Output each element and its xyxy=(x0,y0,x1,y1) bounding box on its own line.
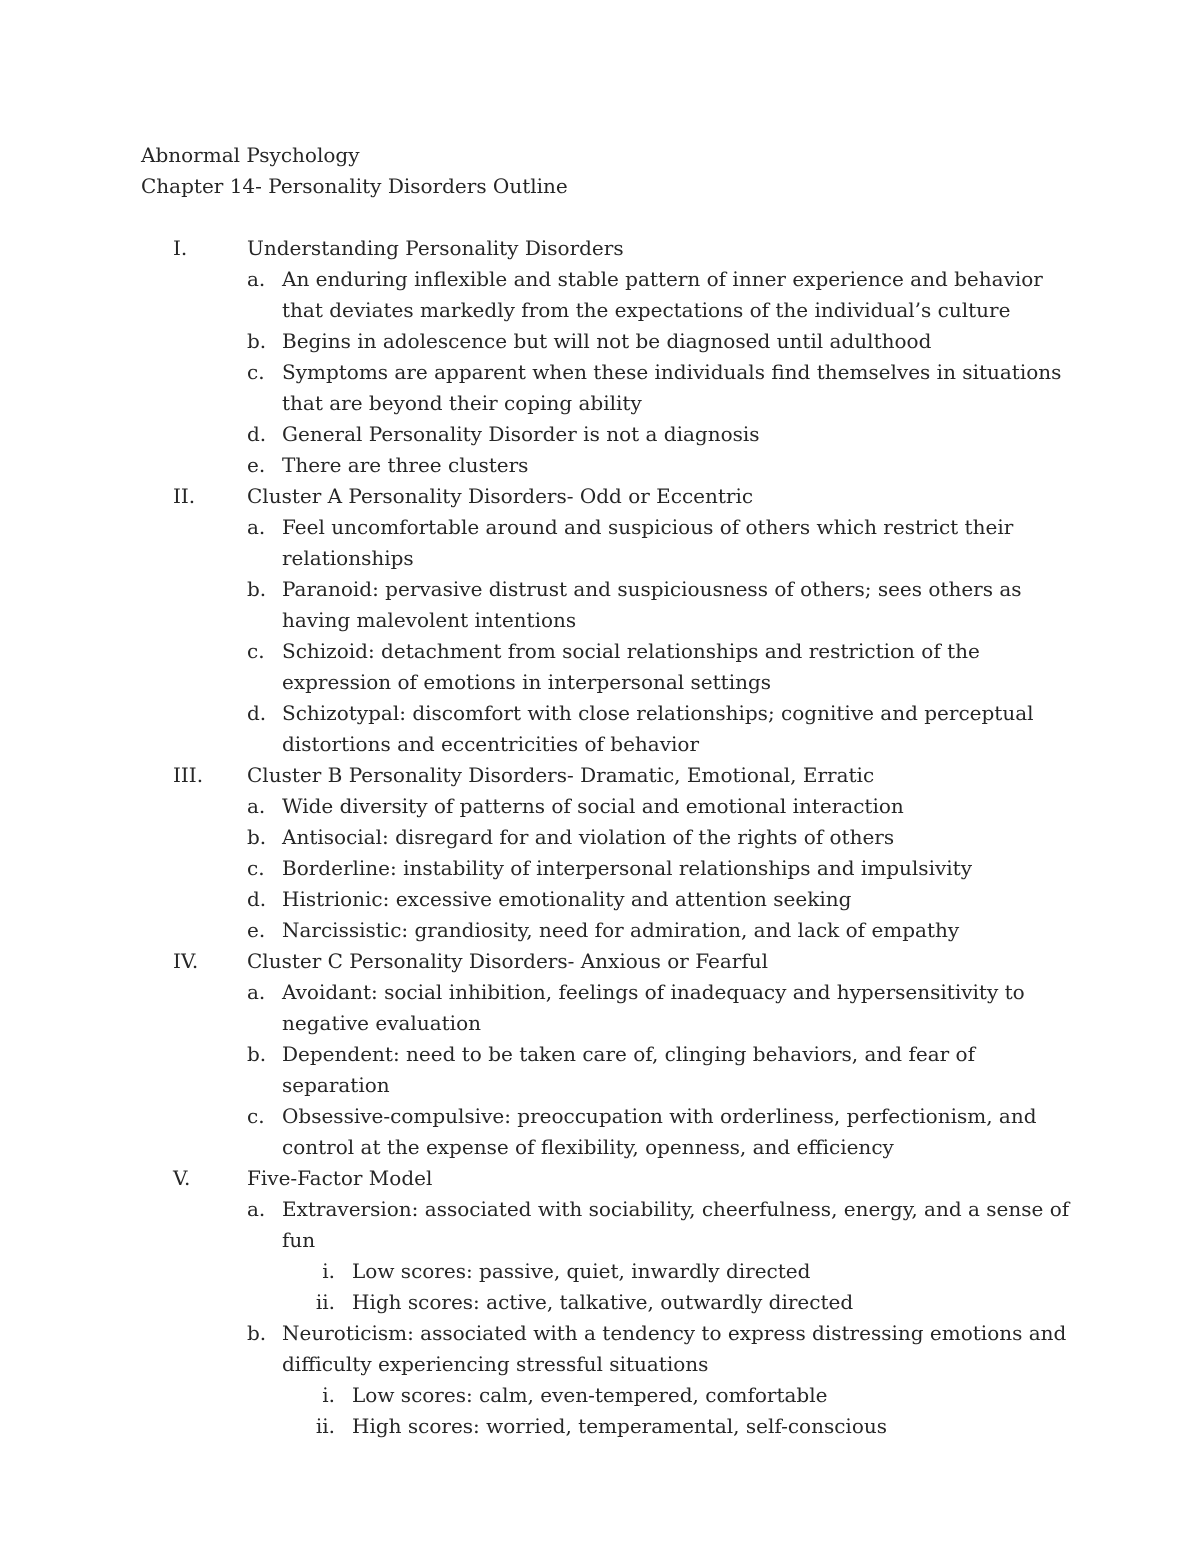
section-title: Five-Factor Model xyxy=(247,1166,433,1190)
outline-section xyxy=(0,233,1200,481)
item-text: Schizotypal: discomfort with close relationships; cognitive and perceptual distortions and eccentricities of behavior xyxy=(282,701,1034,756)
item-text: Schizoid: detachment from social relationships and restriction of the expression of emotions in interpersonal settings xyxy=(282,639,980,694)
item-text: Avoidant: social inhibition, feelings of inadequacy and hypersensitivity to negative evaluation xyxy=(282,980,1025,1035)
item-letter: b. xyxy=(247,329,267,353)
section-heading xyxy=(0,946,1200,977)
section-number: II. xyxy=(173,484,196,508)
item-letter: d. xyxy=(247,422,267,446)
item-letter: b. xyxy=(247,1321,267,1345)
list-item xyxy=(0,977,1200,1039)
sub-item-text: High scores: worried, temperamental, self-conscious xyxy=(352,1414,887,1438)
item-text: Antisocial: disregard for and violation of the rights of others xyxy=(282,825,895,849)
item-letter: c. xyxy=(247,1104,265,1128)
sub-item-numeral: ii. xyxy=(315,1290,335,1314)
list-item xyxy=(0,698,1200,760)
item-letter: b. xyxy=(247,577,267,601)
item-letter: d. xyxy=(247,701,267,725)
list-item xyxy=(0,791,1200,822)
section-heading xyxy=(0,760,1200,791)
outline-section xyxy=(0,946,1200,1163)
list-item xyxy=(0,1318,1200,1380)
item-letter: c. xyxy=(247,856,265,880)
item-letter: a. xyxy=(247,1197,266,1221)
item-text: Extraversion: associated with sociability, cheerfulness, energy, and a sense of fun xyxy=(282,1197,1070,1252)
section-heading xyxy=(0,481,1200,512)
document-header xyxy=(141,140,568,202)
list-item xyxy=(0,357,1200,419)
outline-list xyxy=(0,233,1200,1442)
outline-section xyxy=(0,1163,1200,1442)
item-letter: a. xyxy=(247,267,266,291)
section-number: IV. xyxy=(173,949,199,973)
sub-list-item xyxy=(0,1411,1200,1442)
list-item xyxy=(0,574,1200,636)
section-heading xyxy=(0,1163,1200,1194)
sub-list-item xyxy=(0,1256,1200,1287)
item-text: Wide diversity of patterns of social and emotional interaction xyxy=(282,794,904,818)
sub-item-numeral: ii. xyxy=(315,1414,335,1438)
item-letter: a. xyxy=(247,980,266,1004)
item-text: Feel uncomfortable around and suspicious of others which restrict their relationships xyxy=(282,515,1014,570)
list-item xyxy=(0,264,1200,326)
item-letter: e. xyxy=(247,918,266,942)
item-text: Begins in adolescence but will not be diagnosed until adulthood xyxy=(282,329,932,353)
list-item xyxy=(0,884,1200,915)
item-text: Histrionic: excessive emotionality and attention seeking xyxy=(282,887,852,911)
outline-section xyxy=(0,760,1200,946)
item-letter: b. xyxy=(247,1042,267,1066)
section-number: III. xyxy=(173,763,204,787)
item-text: Symptoms are apparent when these individuals find themselves in situations that are beyond their coping ability xyxy=(282,360,1062,415)
item-letter: d. xyxy=(247,887,267,911)
item-letter: b. xyxy=(247,825,267,849)
section-title: Understanding Personality Disorders xyxy=(247,236,624,260)
item-letter: c. xyxy=(247,639,265,663)
item-text: General Personality Disorder is not a diagnosis xyxy=(282,422,760,446)
item-text: Neuroticism: associated with a tendency to express distressing emotions and difficulty experiencing stressful situations xyxy=(282,1321,1067,1376)
sub-item-numeral: i. xyxy=(322,1383,335,1407)
item-text: Borderline: instability of interpersonal relationships and impulsivity xyxy=(282,856,972,880)
list-item xyxy=(0,326,1200,357)
item-letter: c. xyxy=(247,360,265,384)
list-item xyxy=(0,512,1200,574)
list-item xyxy=(0,419,1200,450)
sub-item-text: Low scores: passive, quiet, inwardly directed xyxy=(352,1259,811,1283)
list-item xyxy=(0,1039,1200,1101)
section-title: Cluster B Personality Disorders- Dramatic, Emotional, Erratic xyxy=(247,763,875,787)
item-text: Dependent: need to be taken care of, clinging behaviors, and fear of separation xyxy=(282,1042,975,1097)
item-text: Narcissistic: grandiosity, need for admiration, and lack of empathy xyxy=(282,918,960,942)
section-heading xyxy=(0,233,1200,264)
section-number: I. xyxy=(173,236,188,260)
item-text: Paranoid: pervasive distrust and suspiciousness of others; sees others as having malevolent intentions xyxy=(282,577,1022,632)
course-title: Abnormal Psychology xyxy=(141,143,360,167)
list-item xyxy=(0,822,1200,853)
chapter-title: Chapter 14- Personality Disorders Outline xyxy=(141,174,568,198)
item-letter: e. xyxy=(247,453,266,477)
list-item xyxy=(0,853,1200,884)
sub-item-numeral: i. xyxy=(322,1259,335,1283)
list-item xyxy=(0,450,1200,481)
list-item xyxy=(0,915,1200,946)
sub-item-text: Low scores: calm, even-tempered, comfortable xyxy=(352,1383,828,1407)
item-text: An enduring inflexible and stable pattern of inner experience and behavior that deviates markedly from the expectations of the individual’s culture xyxy=(282,267,1043,322)
sub-item-text: High scores: active, talkative, outwardly directed xyxy=(352,1290,854,1314)
sub-list-item xyxy=(0,1380,1200,1411)
section-title: Cluster A Personality Disorders- Odd or Eccentric xyxy=(247,484,754,508)
item-text: There are three clusters xyxy=(282,453,529,477)
item-letter: a. xyxy=(247,794,266,818)
section-number: V. xyxy=(173,1166,191,1190)
sub-list-item xyxy=(0,1287,1200,1318)
item-letter: a. xyxy=(247,515,266,539)
section-title: Cluster C Personality Disorders- Anxious or Fearful xyxy=(247,949,769,973)
list-item xyxy=(0,636,1200,698)
outline-section xyxy=(0,481,1200,760)
item-text: Obsessive-compulsive: preoccupation with orderliness, perfectionism, and control at the expense of flexibility, openness, and efficiency xyxy=(282,1104,1037,1159)
list-item xyxy=(0,1194,1200,1256)
list-item xyxy=(0,1101,1200,1163)
